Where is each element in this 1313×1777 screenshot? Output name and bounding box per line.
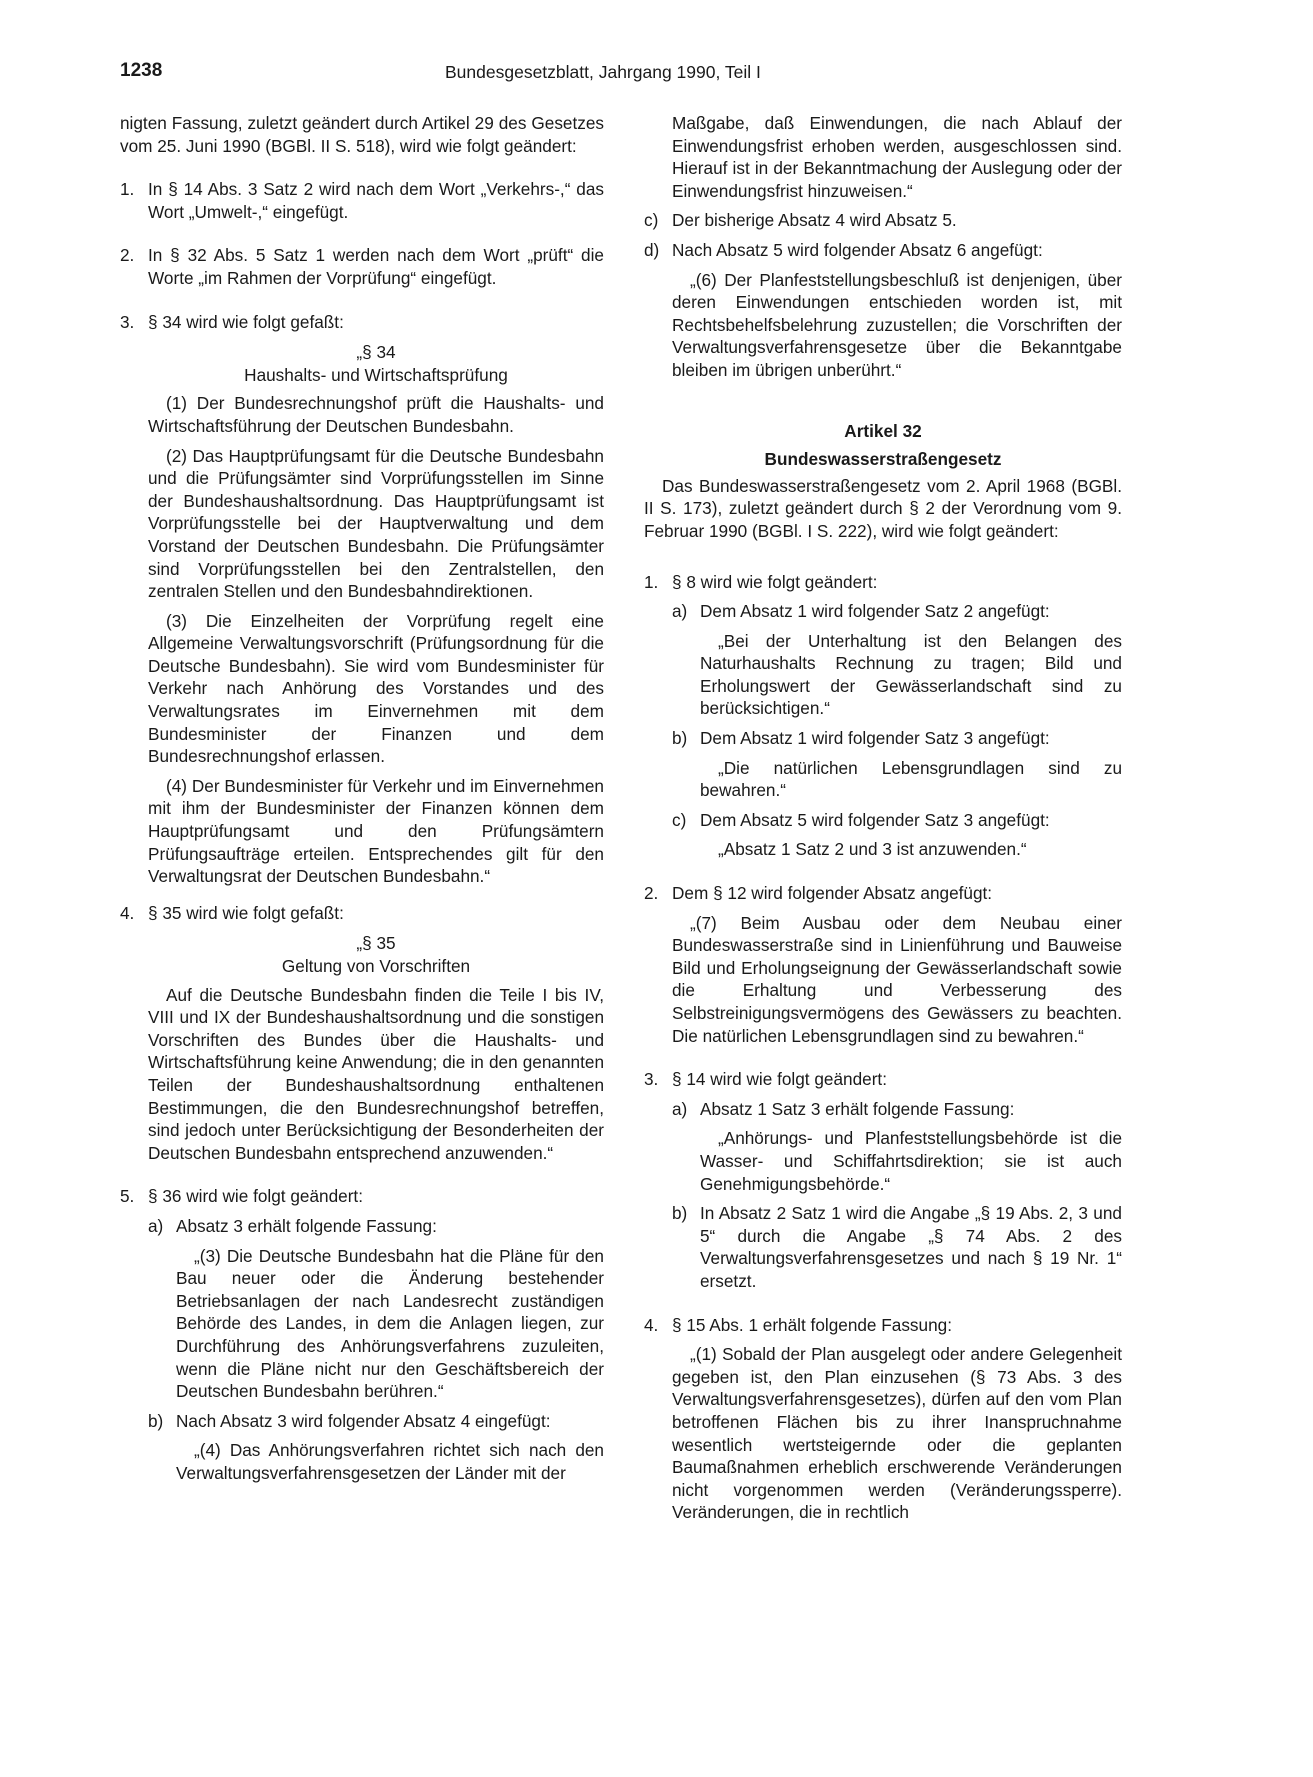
sub-item-letter: a)	[672, 601, 688, 622]
section-paragraph: (4) Der Bundesminister für Verkehr und im Einvernehmen mit ihm der Bundesminister der Finanzen können dem Hauptprüfungsamt und den Prüfungsämtern Prüfungsaufträge erteilen. Entsprechendes gilt für den Verwaltungsrat der Deutschen Bundesbahn.“	[148, 775, 604, 887]
sub-item-letter: b)	[672, 728, 688, 749]
item-number: 2.	[644, 883, 659, 904]
list-item	[644, 1068, 1122, 1292]
section-paragraph: (3) Die Einzelheiten der Vorprüfung regelt eine Allgemeine Verwaltungsvorschrift (Prüfungsordnung für die Deutsche Bundesbahn). Sie wird vom Bundesminister für Verkehr nach Anhörung des Vorstandes und des Verwaltungsrates im Einvernehmen mit dem Bundesminister der Finanzen und dem Bundesrechnungshof erlassen.	[148, 610, 604, 767]
section-paragraph: Auf die Deutsche Bundesbahn finden die Teile I bis IV, VIII und IX der Bundeshaushaltsordnung und die sonstigen Vorschriften des Bundes über die Haushalts- und Wirtschaftsführung keine Anwendung; die in den genannten Teilen der Bundeshaushaltsordnung enthaltenen Bestimmungen, die den Bundesrechnungshof betreffen, sind jedoch unter Berücksichtigung der Besonderheiten der Deutschen Bundesbahn entsprechend anzuwenden.“	[148, 984, 604, 1163]
item-number: 1.	[120, 179, 135, 200]
sub-item	[148, 1410, 604, 1485]
section-number: „§ 35	[356, 933, 396, 954]
section-paragraph: (1) Der Bundesrechnungshof prüft die Haushalts- und Wirtschaftsführung der Deutschen Bundesbahn.	[148, 393, 604, 436]
sub-item-text: Nach Absatz 3 wird folgender Absatz 4 eingefügt:	[176, 1410, 551, 1431]
sub-item-text: Der bisherige Absatz 4 wird Absatz 5.	[672, 210, 957, 231]
sub-item-letter: d)	[644, 239, 660, 260]
quoted-text: „Die natürlichen Lebensgrundlagen sind zu bewahren.“	[700, 757, 1122, 801]
item-text: In § 14 Abs. 3 Satz 2 wird nach dem Wort „Verkehrs-,“ das Wort „Umwelt-,“ eingefügt.	[148, 179, 604, 222]
list-item	[120, 178, 604, 223]
section-title: Geltung von Vorschriften	[281, 956, 471, 976]
item-text: § 36 wird wie folgt geändert:	[148, 1186, 363, 1207]
item-text: § 14 wird wie folgt geändert:	[672, 1069, 887, 1090]
item-text: In § 32 Abs. 5 Satz 1 werden nach dem Wort „prüft“ die Worte „im Rahmen der Vorprüfung“ eingefügt.	[148, 245, 604, 288]
sub-item-letter: b)	[672, 1203, 688, 1224]
list-item	[120, 1185, 604, 1484]
running-head: Bundesgesetzblatt, Jahrgang 1990, Teil I	[445, 62, 761, 82]
item-text: § 35 wird wie folgt gefaßt:	[148, 902, 344, 923]
sub-item-text: Dem Absatz 1 wird folgender Satz 3 angefügt:	[700, 728, 1050, 749]
sub-item	[148, 1215, 604, 1403]
article-label: Artikel 32	[844, 420, 922, 441]
section-number: „§ 34	[356, 342, 396, 363]
item-number: 4.	[644, 1314, 659, 1335]
quoted-text: „(4) Das Anhörungsverfahren richtet sich nach den Verwaltungsverfahrensgesetzen der Länder mit der	[176, 1440, 604, 1483]
quoted-text: „Absatz 1 Satz 2 und 3 ist anzuwenden.“	[718, 839, 1027, 860]
right-column	[644, 112, 1122, 1531]
list-item	[644, 1314, 1122, 1524]
sub-item-letter: a)	[672, 1098, 688, 1119]
item-number: 2.	[120, 245, 135, 266]
item-text: § 34 wird wie folgt gefaßt:	[148, 311, 344, 332]
sub-item-text: Dem Absatz 1 wird folgender Satz 2 angefügt:	[700, 601, 1050, 622]
sub-item	[672, 809, 1122, 861]
article-intro: Das Bundeswasserstraßengesetz vom 2. April 1968 (BGBl. II S. 173), zuletzt geändert durch § 2 der Verordnung vom 9. Februar 1990 (BGBl. I S. 222), wird wie folgt geändert:	[644, 475, 1122, 541]
sub-item-letter: c)	[672, 809, 687, 830]
page-number: 1238	[120, 60, 163, 81]
sub-item-text: Absatz 1 Satz 3 erhält folgende Fassung:	[700, 1098, 1015, 1119]
sub-item-text: In Absatz 2 Satz 1 wird die Angabe „§ 19 Abs. 2, 3 und 5“ durch die Angabe „§ 74 Abs. 2 des Verwaltungsverfahrensgesetzes und nach § 19 Nr. 1“ ersetzt.	[700, 1203, 1122, 1291]
item-number: 4.	[120, 902, 135, 923]
quoted-text: „(1) Sobald der Plan ausgelegt oder andere Gelegenheit gegeben ist, den Plan einzusehen (§ 73 Abs. 3 des Verwaltungsverfahrensgesetzes), dürfen auf den vom Plan betroffenen Flächen bis zu ihrer Inanspruchnahme wesentlich wertsteigernde oder die geplanten Baumaßnahmen erheblich erschwerende Veränderungen nicht vorgenommen werden (Veränderungssperre). Veränderungen, die in rechtlich	[672, 1344, 1122, 1523]
list-item	[120, 244, 604, 289]
sub-item	[644, 239, 1122, 382]
sub-item	[672, 727, 1122, 802]
continued-quote	[644, 112, 1122, 202]
item-text: Dem § 12 wird folgender Absatz angefügt:	[672, 883, 993, 904]
quoted-text: Maßgabe, daß Einwendungen, die nach Ablauf der Einwendungsfrist erhoben werden, ausgeschlossen sind. Hierauf ist in der Bekanntmachung der Auslegung oder der Einwendungsfrist hinzuweisen.“	[672, 113, 1122, 201]
sub-item	[672, 1098, 1122, 1195]
quoted-text: „Bei der Unterhaltung ist den Belangen des Naturhaushalts Rechnung zu tragen; Bild und Erholungswert der Gewässerlandschaft sind zu berücksichtigen.“	[700, 630, 1122, 719]
sub-item-letter: b)	[148, 1410, 164, 1431]
quoted-text: „(3) Die Deutsche Bundesbahn hat die Pläne für den Bau neuer oder die Änderung bestehender Betriebsanlagen der nach Landesrecht zuständigen Behörde des Landes, in dem die Anlagen liegen, zur Durchführung des Anhörungsverfahrens zuzuleiten, wenn die Pläne nicht nur den Geschäftsbereich der Deutschen Bundesbahn berühren.“	[176, 1245, 604, 1402]
sub-item-text: Nach Absatz 5 wird folgender Absatz 6 angefügt:	[672, 239, 1043, 260]
sub-item-text: Absatz 3 erhält folgende Fassung:	[176, 1215, 437, 1236]
item-number: 3.	[120, 311, 135, 332]
sub-item	[672, 600, 1122, 720]
sub-item-text: Dem Absatz 5 wird folgender Satz 3 angefügt:	[700, 809, 1050, 830]
list-item	[644, 882, 1122, 1047]
intro-paragraph: nigten Fassung, zuletzt geändert durch Artikel 29 des Gesetzes vom 25. Juni 1990 (BGBl. II S. 518), wird wie folgt geändert:	[120, 113, 604, 156]
article-title: Bundeswasserstraßengesetz	[764, 449, 1002, 470]
sub-item	[672, 1202, 1122, 1292]
item-number: 3.	[644, 1069, 659, 1090]
sub-item-letter: c)	[644, 210, 659, 231]
list-item	[644, 571, 1122, 862]
list-item	[120, 902, 604, 1165]
item-text: § 8 wird wie folgt geändert:	[672, 571, 878, 592]
quoted-text: „Anhörungs- und Planfeststellungsbehörde ist die Wasser- und Schiffahrtsdirektion; sie ist auch Genehmigungsbehörde.“	[700, 1128, 1122, 1194]
item-number: 1.	[644, 571, 659, 592]
sub-item	[644, 209, 1122, 232]
section-paragraph: (2) Das Hauptprüfungsamt für die Deutsche Bundesbahn und die Prüfungsämter sind Vorprüfungsstellen im Sinne der Bundeshaushaltsordnung. Das Hauptprüfungsamt ist Vorprüfungsstelle bei der Hauptverwaltung und dem Vorstand der Deutschen Bundesbahn. Die Prüfungsämter sind Vorprüfungsstellen bei den Zentralstellen, den zentralen Stellen und den Bundesbahndirektionen.	[148, 445, 604, 602]
quoted-text: „(6) Der Planfeststellungsbeschluß ist denjenigen, über deren Einwendungen entschieden worden ist, mit Rechtsbehelfsbelehrung zuzustellen; die Vorschriften der Verwaltungsverfahrensgesetze über die Bekanntgabe bleiben im übrigen unberührt.“	[672, 269, 1122, 380]
item-text: § 15 Abs. 1 erhält folgende Fassung:	[672, 1314, 952, 1335]
item-number: 5.	[120, 1186, 135, 1207]
left-column	[120, 112, 604, 1491]
list-item	[120, 311, 604, 888]
sub-item-letter: a)	[148, 1215, 164, 1236]
section-title: Haushalts- und Wirtschaftsprüfung	[244, 364, 508, 385]
quoted-text: „(7) Beim Ausbau oder dem Neubau einer Bundeswasserstraße sind in Linienführung und Bauweise Bild und Erholungseignung der Gewässerlandschaft sowie die Erhaltung und Verbesserung des Selbstreinigungsvermögens des Gewässers zu beachten. Die natürlichen Lebensgrundlagen sind zu bewahren.“	[672, 912, 1122, 1046]
